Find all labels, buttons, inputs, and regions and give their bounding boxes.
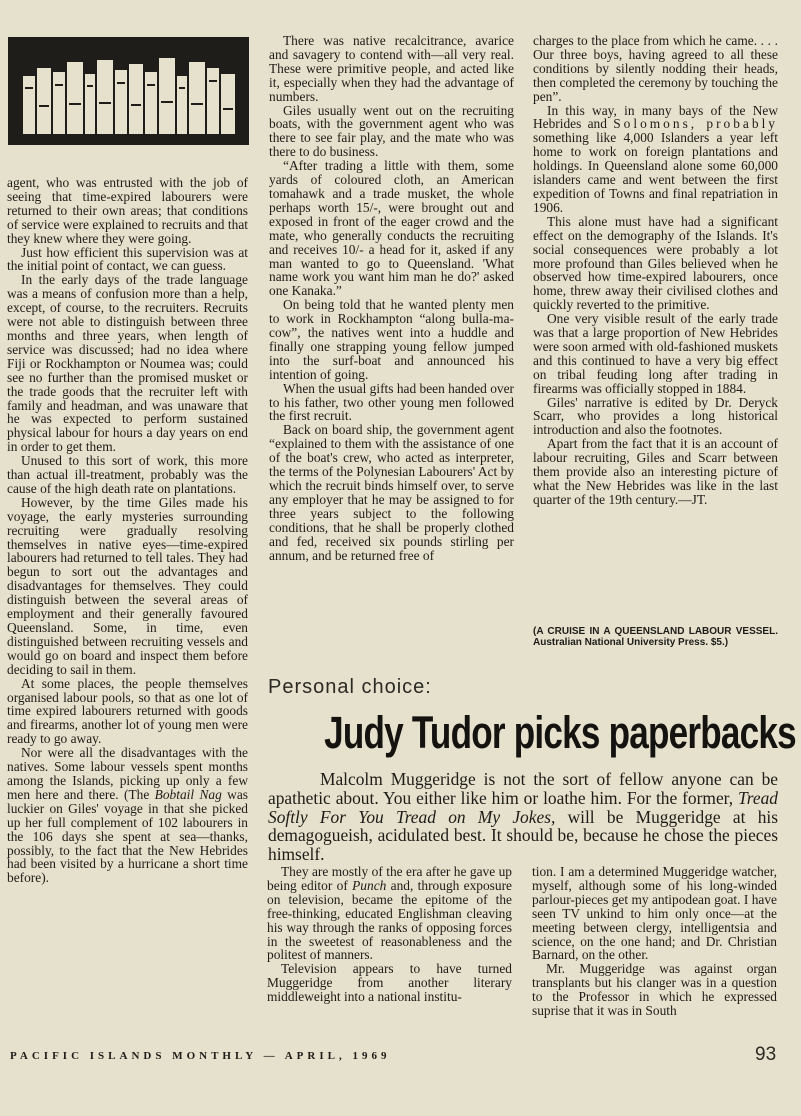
book-band	[179, 87, 185, 89]
book-band	[147, 84, 155, 86]
bookshelf-logo	[8, 37, 249, 145]
book-band	[99, 102, 111, 104]
text-run: Malcolm Muggeridge is not the sort of fellow anyone can be apathetic about. You either like him or loathe him. For the former,	[268, 769, 778, 808]
book-band	[87, 85, 93, 87]
text-run: They are mostly of the era after he gave up being editor of	[267, 864, 512, 893]
text-run: In this way, in many bays of the New Hebrides and	[533, 102, 778, 132]
book-band	[55, 84, 63, 86]
intro-text	[268, 770, 778, 864]
paragraph	[267, 865, 512, 962]
book-title: Tread Softly For You Tread on My Jokes,	[268, 787, 778, 827]
book-band	[209, 80, 217, 82]
book-credit: (A CRUISE IN A QUEENSLAND LABOUR VESSEL. Australian National University Press. $5.)	[533, 626, 778, 648]
paragraph: However, by the time Giles made his voyage, the early mysteries surrounding recruiting were gradually resolving themselves in native eyes—time-expired labourers had returned to tell tales. They had begun to sort out the advantages and disadvantages for themselves. They could distinguish between the several areas of employment and their generally favoured Queensland. Some, in time, even distinguished between recruiting vessels and would go on board and inspect them before deciding to sail in them.	[7, 494, 248, 677]
column-5	[532, 865, 777, 1018]
paragraph: Giles' narrative is edited by Dr. Deryck Scarr, who provides a long historical introduction and also the footnotes.	[533, 394, 778, 438]
section-kicker: Personal choice:	[268, 676, 432, 698]
text-run: something like 4,000 Islanders a year left home to work on foreign plantations and holdings. In Queensland alone some 60,000 islanders came and went between the first expedition of Towns and final repatriation in 1906.	[533, 130, 778, 215]
paragraph: Just how efficient this supervision was at the initial point of contact, we can guess.	[7, 244, 248, 274]
book-band	[161, 101, 173, 103]
book-band	[25, 87, 33, 89]
paragraph: When the usual gifts had been handed over to his father, two other young men followed the first recruit.	[269, 380, 514, 424]
paragraph: This alone must have had a significant effect on the demography of the Islands. It's social consequences were probably a lot more profound than Giles believed when he observed how time-expired labourers, once home, threw away their civilised clothes and quickly reverted to the primitive.	[533, 213, 778, 313]
spaced-text: Solomons, probably	[613, 116, 778, 132]
paragraph: agent, who was entrusted with the job of seeing that time-expired labourers were returned to their own areas; that conditions of service were explained to recruits and that they knew where they were going.	[7, 175, 248, 246]
text-run: will be Muggeridge at his demagogueish, acidulated best. It should be, because he chose the pieces himself.	[268, 806, 778, 865]
column-3	[533, 34, 778, 507]
ship-name: Bobtail Nag	[154, 786, 222, 802]
book-band	[117, 82, 125, 84]
text-run: and, through exposure on television, became the epitome of the free-thinking, educated Englishman cleaving his way through the ranks of opposing forces in the sweetest of reasonableness and the politest of manners.	[267, 877, 512, 963]
book-band	[223, 108, 233, 110]
paragraph: charges to the place from which he came. . . . Our three boys, having agreed to all these conditions by silently nodding their heads, then completed the ceremony by touching the pen”.	[533, 33, 778, 104]
paragraph	[533, 104, 778, 215]
text-run: was luckier on Giles' voyage in that she picked up her full complement of 102 labourers in the 106 days she spent at sea—thanks, possibly, to the fact that the New Hebrides had been visited by a hurricane a short time before).	[7, 786, 248, 886]
text-run: Nor were all the disadvantages with the natives. Some labour vessels spent months among the Islands, picking up only a few men here and there. (The	[7, 745, 248, 802]
headline: Judy Tudor picks paperbacks	[324, 707, 796, 758]
column-1	[7, 176, 248, 885]
column-4	[267, 865, 512, 1004]
column-2	[269, 34, 514, 562]
paragraph: In the early days of the trade language was a means of confusion more than a help, except, of course, to the recruiters. Recruits were not able to distinguish between three months and three years, when length of service was discussed; had no idea where Fiji or Rockhampton or Noumea was; could see no further than the promised musket or the trade goods that the recruiter left with family and headman, and was unaware that he was expected to perform sustained physical labour for hours a day years on end in order to get them.	[7, 272, 248, 455]
paragraph: Mr. Muggeridge was against organ transplants but his clanger was in a question to the Professor in which he expressed suprise that it was in South	[532, 961, 777, 1019]
paragraph	[7, 746, 248, 885]
book-band	[191, 103, 203, 105]
paragraph: Giles usually went out on the recruiting boats, with the government agent who was there to see fair play, and the mate who was there to do business.	[269, 102, 514, 160]
page-number: 93	[755, 1044, 777, 1065]
running-footer: PACIFIC ISLANDS MONTHLY — APRIL, 1969	[10, 1050, 391, 1062]
paragraph: Back on board ship, the government agent “explained to them with the assistance of one of the boat's crew, who acted as interpreter, the terms of the Polynesian Labourers' Act by which the recruit binds himself over, to serve any employer that he may be assigned to for three years subject to the following conditions, that he shall be properly clothed and fed, received six pounds stirling per annum, and be returned free of	[269, 422, 514, 563]
paragraph: Apart from the fact that it is an account of labour recruiting, Giles and Scarr between them provide also an interesting picture of what the New Hebrides was like in the last quarter of the 19th century.—JT.	[533, 436, 778, 507]
magazine-name: Punch	[352, 877, 387, 893]
paragraph: tion. I am a determined Muggeridge watcher, myself, although some of his long-winded parlour-pieces get my antipodean goat. I have seen TV unkind to him only once—at the meeting between clergy, intelligentsia and science, on the one hand; and Dr. Christian Barnard, on the other.	[532, 864, 777, 963]
book-band	[131, 104, 141, 106]
paragraph: On being told that he wanted plenty men to work in Rockhampton “along bulla-ma-cow”, the natives went into a huddle and finally one strapping young fellow jumped into the surf-boat and announced his intention of going.	[269, 297, 514, 382]
paragraph: Unused to this sort of work, this more than actual ill-treatment, probably was the cause of the high death rate on plantations.	[7, 453, 248, 496]
paragraph: At some places, the people themselves organised labour pools, so that as one lot of time expired labourers returned with goods and firearms, another lot of young men were ready to go away.	[7, 675, 248, 747]
book-band	[69, 103, 81, 105]
paragraph: “After trading a little with them, some yards of coloured cloth, an American tomahawk and a trade musket, the whole perhaps worth 15/-, were brought out and exposed in front of the eager crowd and the mate, who generally conducts the recruiting and receives 10/- a head for it, asked if any man wanted to go to Queensland. 'What name work you want him man he do?' asked one Kanaka.”	[269, 158, 514, 299]
book-band	[39, 105, 49, 107]
intro-paragraph	[268, 770, 778, 864]
paragraph: Television appears to have turned Muggeridge from another literary middleweight into a national institu-	[267, 961, 512, 1005]
paragraph: There was native recalcitrance, avarice and savagery to contend with—all very real. These were primitive people, and acted like it, especially when they had the advantage of numbers.	[269, 33, 514, 104]
paragraph: One very visible result of the early trade was that a large proportion of New Hebrides were soon armed with old-fashioned muskets and this continued to have a very big effect on tribal feuding long after trading in firearms was officially stopped in 1884.	[533, 311, 778, 396]
